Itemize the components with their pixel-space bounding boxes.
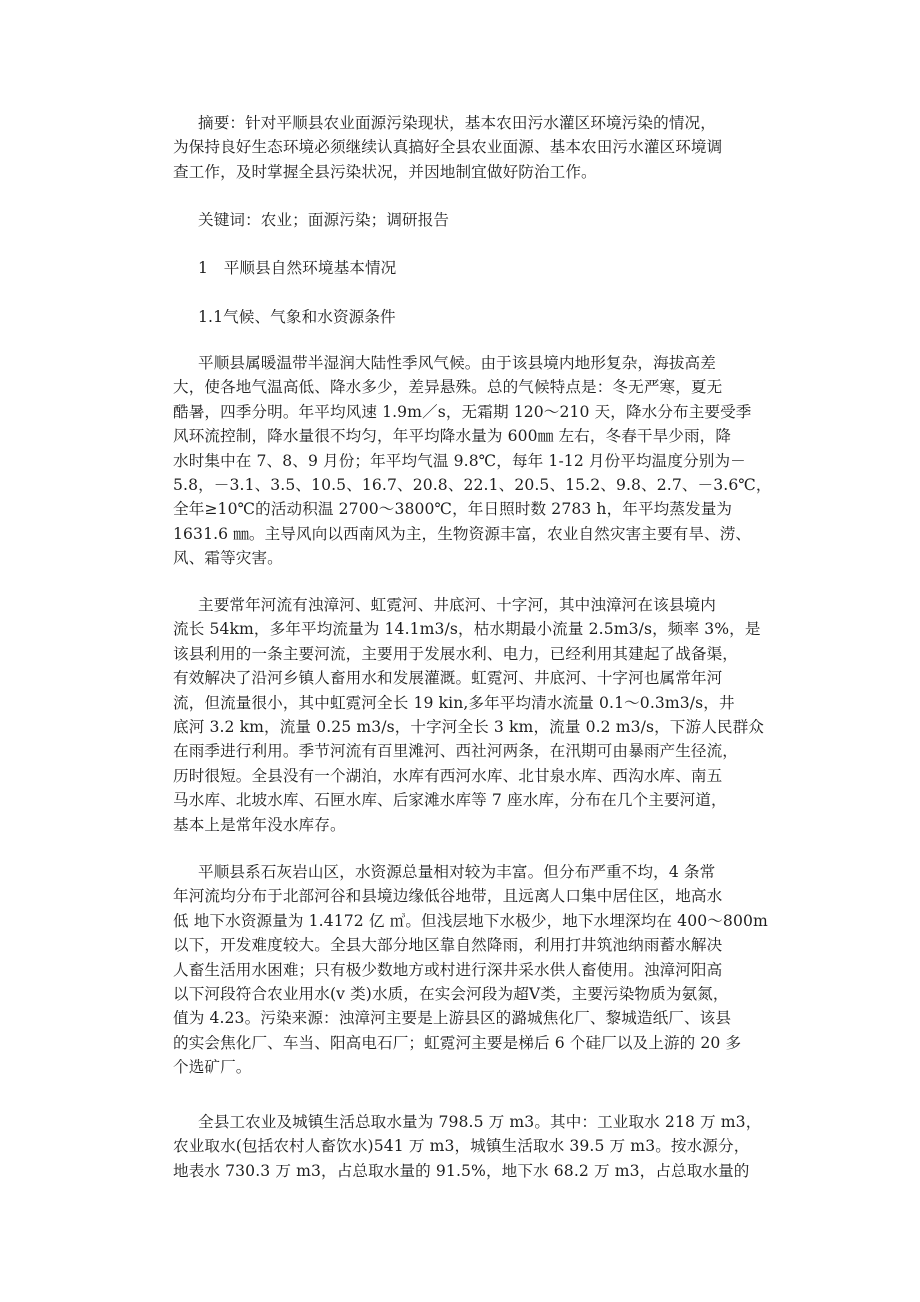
heading-text: 1.1气候、气象和水资源条件 [198, 308, 396, 326]
paragraph-line: 全年≥10℃的活动积温 2700～3800℃，年日照时数 2783 h，年平均蒸发量为 [173, 500, 733, 519]
paragraph-line: 1631.6 ㎜。主导风向以西南风为主，生物资源丰富，农业自然灾害主要有旱、涝、 [173, 524, 752, 543]
keywords [173, 208, 773, 232]
abstract-line: 摘要：针对平顺县农业面源污染现状，基本农田污水灌区环境污染的情况， [198, 114, 716, 132]
section-heading-1-1 [173, 305, 773, 329]
paragraph-line: 底河 3.2 km，流量 0.25 m3/s，十字河全长 3 km，流量 0.2 m3/s，下游人民群众 [173, 717, 764, 736]
paragraph-water-withdrawal [173, 1110, 773, 1183]
paragraph-line: 水时集中在 7、8、9 月份；年平均气温 9.8℃，每年 1-12 月份平均温度分别为－ [173, 451, 746, 470]
paragraph-line: 历时很短。全县没有一个湖泊，水库有西河水库、北甘泉水库、西沟水库、南五 [173, 766, 723, 785]
paragraph-rivers [173, 593, 773, 837]
paragraph-line: 风环流控制，降水量很不均匀，年平均降水量为 600㎜ 左右，冬春干旱少雨，降 [173, 427, 732, 446]
heading-text: 1 平顺县自然环境基本情况 [198, 259, 397, 277]
paragraph-line: 年河流均分布于北部河谷和县境边缘低谷地带，且远离人口集中居住区，地高水 [173, 887, 723, 906]
paragraph-line: 全县工农业及城镇生活总取水量为 798.5 万 m3。其中：工业取水 218 万 m3， [198, 1113, 762, 1131]
abstract-line: 查工作，及时掌握全县污染状况，并因地制宜做好防治工作。 [173, 162, 597, 181]
paragraph-line: 5.8，－3.1、3.5、10.5、16.7、20.8、22.1、20.5、15.2、9.8、2.7、－3.6℃， [173, 475, 772, 494]
paragraph-line: 流长 54km，多年平均流量为 14.1m3/s，枯水期最小流量 2.5m3/s，频率 3%，是 [173, 620, 761, 639]
keywords-text: 关键词：农业；面源污染；调研报告 [198, 211, 450, 229]
paragraph-line: 风、霜等灾害。 [173, 549, 283, 568]
paragraph-line: 基本上是常年没水库存。 [173, 815, 346, 834]
paragraph-line: 的实会焦化厂、车当、阳高电石厂；虹霓河主要是梯后 6 个硅厂以及上游的 20 多 [173, 1033, 742, 1052]
paragraph-line: 以下，开发难度较大。全县大部分地区靠自然降雨，利用打井筑池纳雨蓄水解决 [173, 936, 723, 955]
paragraph-line: 平顺县系石灰岩山区，水资源总量相对较为丰富。但分布严重不均，4 条常 [198, 863, 716, 881]
paragraph-line: 低 地下水资源量为 1.4172 亿 ㎥。但浅层地下水极少，地下水埋深均在 400～800m [173, 911, 768, 930]
paragraph-line: 个选矿厂。 [173, 1058, 252, 1077]
paragraph-line: 在雨季进行利用。季节河流有百里滩河、西社河两条，在汛期可由暴雨产生径流， [173, 742, 738, 761]
paragraph-line: 平顺县属暖温带半湿润大陆性季风气候。由于该县境内地形复杂，海拔高差 [198, 354, 716, 372]
paragraph-line: 该县利用的一条主要河流，主要用于发展水利、电力，已经利用其建起了战备渠， [173, 644, 738, 663]
paragraph-line: 人畜生活用水困难；只有极少数地方或村进行深井采水供人畜使用。浊漳河阳高 [173, 960, 723, 979]
paragraph-line: 以下河段符合农业用水(v 类)水质，在实会河段为超Ⅴ类，主要污染物质为氨氮， [173, 984, 729, 1003]
paragraph-line: 地表水 730.3 万 m3，占总取水量的 91.5%，地下水 68.2 万 m3，占总取水量的 [173, 1161, 750, 1180]
paragraph-line: 酷暑，四季分明。年平均风速 1.9m／s，无霜期 120～210 天，降水分布主要受季 [173, 402, 752, 421]
paragraph-line: 主要常年河流有浊漳河、虹霓河、井底河、十字河，其中浊漳河在该县境内 [198, 596, 716, 614]
paragraph-line: 农业取水(包括农村人畜饮水)541 万 m3，城镇生活取水 39.5 万 m3。按水源分， [173, 1137, 750, 1156]
section-heading-1 [173, 256, 773, 280]
paragraph-water-resources [173, 860, 773, 1080]
paragraph-line: 流，但流量很小，其中虹霓河全长 19 kin,多年平均清水流量 0.1～0.3m3/s，井 [173, 693, 735, 712]
paragraph-line: 值为 4.23。污染来源：浊漳河主要是上游县区的潞城焦化厂、黎城造纸厂、该县 [173, 1009, 732, 1028]
abstract [173, 111, 773, 184]
paragraph-line: 有效解决了沿河乡镇人畜用水和发展灌溉。虹霓河、井底河、十字河也属常年河 [173, 669, 723, 688]
paragraph-line: 马水库、北坡水库、石匣水库、后家滩水库等 7 座水库，分布在几个主要河道， [173, 791, 727, 810]
paragraph-line: 大，使各地气温高低、降水多少，差异悬殊。总的气候特点是：冬无严寒，夏无 [173, 378, 723, 397]
paragraph-climate [173, 351, 773, 571]
abstract-line: 为保持良好生态环境必须继续认真搞好全县农业面源、基本农田污水灌区环境调 [173, 138, 723, 157]
